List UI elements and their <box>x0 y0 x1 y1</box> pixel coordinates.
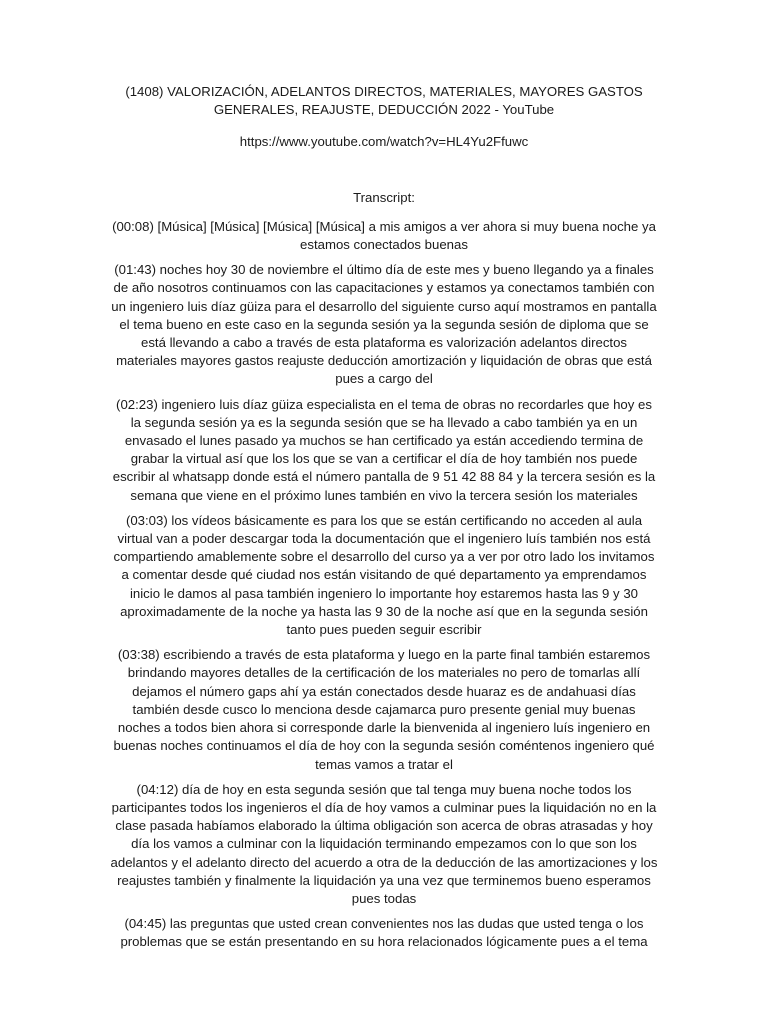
transcript-segment: (03:38) escribiendo a través de esta plataforma y luego en la parte final también estaremos brindando mayores detalles de la certificación de los materiales no pero de tomarlas allí dejamos el número gaps ahí ya están conectados desde huaraz es de andahuasi días también desde cusco lo menciona desde cajamarca puro presente genial muy buenas noches a todos bien ahora si corresponde darle la bienvenida al ingeniero luís ingeniero en buenas noches continuamos el día de hoy con la segunda sesión coméntenos ingeniero qué temas vamos a tratar el <box>113 647 655 772</box>
transcript-segment: (04:12) día de hoy en esta segunda sesión que tal tenga muy buena noche todos los participantes todos los ingenieros el día de hoy vamos a culminar pues la liquidación no en la clase pasada habíamos elaborado la última obligación son acerca de obras atrasadas y hoy día los vamos a culminar con la liquidación terminando empezamos con lo que son los adelantos y el adelanto directo del acuerdo a otra de la deducción de las amortizaciones y los reajustes también y finalmente la liquidación ya una vez que terminemos bueno esperamos pues todas <box>110 781 658 906</box>
video-url: https://www.youtube.com/watch?v=HL4Yu2Ffuwc <box>239 134 529 150</box>
transcript-segment: (02:23) ingeniero luis díaz güiza especialista en el tema de obras no recordarles que hoy es la segunda sesión ya es la segunda sesión que se ha llevado a cabo también ya en un envasado el lunes pasado ya muchos se han certificado ya están accediendo termina de grabar la virtual así que los los que se van a certificar el día de hoy también nos puede escribir al whatsapp donde está el número pantalla de 9 51 42 88 84 y la tercera sesión es la semana que viene en el próximo lunes también en vivo la tercera sesión los materiales <box>112 396 656 503</box>
document-title: (1408) VALORIZACIÓN, ADELANTOS DIRECTOS, MATERIALES, MAYORES GASTOS GENERALES, REAJUSTE, DEDUCCIÓN 2022 - YouTube <box>125 84 643 118</box>
transcript-segment: (03:03) los vídeos básicamente es para los que se están certificando no acceden al aula virtual van a poder descargar toda la documentación que el ingeniero luís también nos está compartiendo amablemente sobre el desarrollo del curso ya a ver por otro lado los invitamos a comentar desde qué ciudad nos están visitando de qué departamento ya emprendamos inicio le damos al pasa también ingeniero lo importante hoy estaremos hasta las 9 y 30 aproximadamente de la noche ya hasta las 9 30 de la noche así que en la segunda sesión tanto pues pueden seguir escribir <box>113 512 655 638</box>
transcript-segment: (00:08) [Música] [Música] [Música] [Música] a mis amigos a ver ahora si muy buena noche ya estamos conectados buenas <box>112 218 656 253</box>
transcript-segment: (04:45) las preguntas que usted crean convenientes nos las dudas que usted tenga o los problemas que se están presentando en su hora relacionados lógicamente pues a el tema <box>120 916 648 950</box>
transcript-body <box>110 218 658 952</box>
transcript-segment: (01:43) noches hoy 30 de noviembre el último día de este mes y bueno llegando ya a finales de año nosotros continuamos con las capacitaciones y estamos ya conectamos también con un ingeniero luis díaz güiza para el desarrollo del siguiente curso aquí mostramos en pantalla el tema bueno en este caso en la segunda sesión ya la segunda sesión de diploma que se está llevando a cabo a través de esta plataforma es valorización adelantos directos materiales mayores gastos reajuste deducción amortización y liquidación de obras que está pues a cargo del <box>111 262 657 387</box>
transcript-heading: Transcript: <box>353 189 415 205</box>
